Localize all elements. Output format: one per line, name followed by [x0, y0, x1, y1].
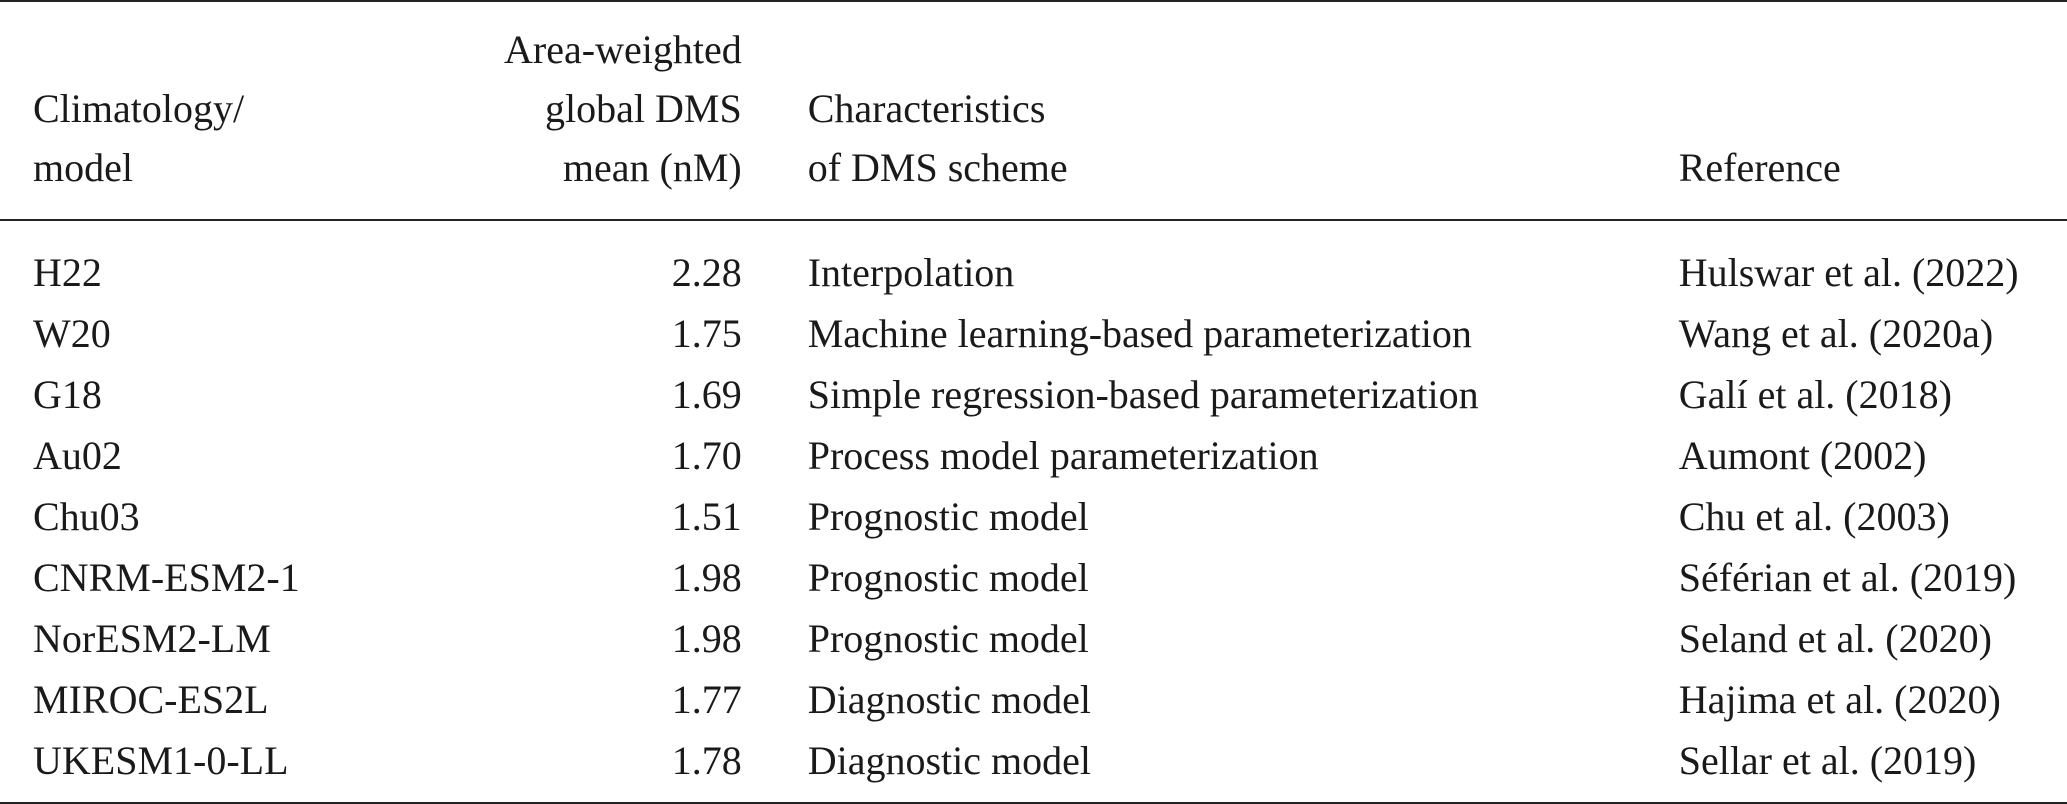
header-line: mean (nM) — [562, 145, 742, 190]
cell-scheme: Diagnostic model — [742, 730, 1679, 803]
cell-scheme: Prognostic model — [807, 494, 1089, 539]
cell-model: H22 — [33, 250, 102, 295]
cell-model: CNRM-ESM2-1 — [33, 555, 300, 600]
header-global-dms-mean — [301, 1, 742, 220]
header-line: model — [33, 145, 133, 190]
header-reference — [1679, 1, 2067, 220]
cell-reference: Sellar et al. (2019) — [1679, 730, 2067, 803]
header-row — [0, 1, 2067, 220]
cell-mean: 1.98 — [671, 616, 742, 661]
cell-model: Chu03 — [33, 494, 140, 539]
cell-reference: Wang et al. (2020a) — [1678, 311, 1994, 356]
cell-scheme: Prognostic model — [807, 616, 1089, 661]
cell-reference: Aumont (2002) — [1678, 433, 1927, 478]
header-line: Characteristics — [807, 86, 1046, 131]
cell-scheme: Prognostic model — [807, 555, 1089, 600]
table-row — [0, 608, 2067, 669]
cell-mean: 1.98 — [671, 555, 742, 600]
table-row — [0, 220, 2067, 303]
cell-scheme: Interpolation — [807, 250, 1015, 295]
cell-model: W20 — [33, 311, 111, 356]
cell-mean: 1.70 — [671, 433, 742, 478]
cell-reference: Seland et al. (2020) — [1678, 616, 1992, 661]
header-line: global DMS — [545, 86, 742, 131]
cell-model: Au02 — [33, 433, 122, 478]
cell-reference: Hajima et al. (2020) — [1678, 677, 2001, 722]
cell-scheme: Process model parameterization — [807, 433, 1319, 478]
header-line: Climatology/ — [33, 86, 245, 131]
table-row — [0, 547, 2067, 608]
cell-reference: Chu et al. (2003) — [1678, 494, 1950, 539]
table-row — [0, 486, 2067, 547]
cell-mean: 1.75 — [671, 311, 742, 356]
cell-reference: Galí et al. (2018) — [1678, 372, 1952, 417]
table-body — [0, 220, 2067, 803]
cell-scheme: Simple regression-based parameterization — [807, 372, 1479, 417]
header-line: of DMS scheme — [807, 145, 1068, 190]
cell-model: G18 — [33, 372, 102, 417]
cell-mean: 2.28 — [671, 250, 742, 295]
cell-scheme: Diagnostic model — [807, 677, 1091, 722]
cell-mean: 1.78 — [301, 730, 742, 803]
cell-mean: 1.77 — [671, 677, 742, 722]
table-row — [0, 303, 2067, 364]
header-line: Reference — [1678, 145, 1841, 190]
cell-mean: 1.69 — [671, 372, 742, 417]
cell-scheme: Machine learning-based parameterization — [807, 311, 1472, 356]
table-row — [0, 730, 2067, 803]
table-row — [0, 425, 2067, 486]
header-line: Area-weighted — [504, 27, 742, 72]
cell-reference: Séférian et al. (2019) — [1678, 555, 2017, 600]
cell-model: MIROC-ES2L — [33, 677, 269, 722]
cell-mean: 1.51 — [671, 494, 742, 539]
header-climatology-model — [0, 1, 301, 220]
table-row — [0, 669, 2067, 730]
cell-model: NorESM2-LM — [33, 616, 271, 661]
cell-reference: Hulswar et al. (2022) — [1678, 250, 2019, 295]
cell-model: UKESM1-0-LL — [0, 730, 301, 803]
table-header — [0, 1, 2067, 220]
header-dms-scheme — [742, 1, 1679, 220]
table-row — [0, 364, 2067, 425]
